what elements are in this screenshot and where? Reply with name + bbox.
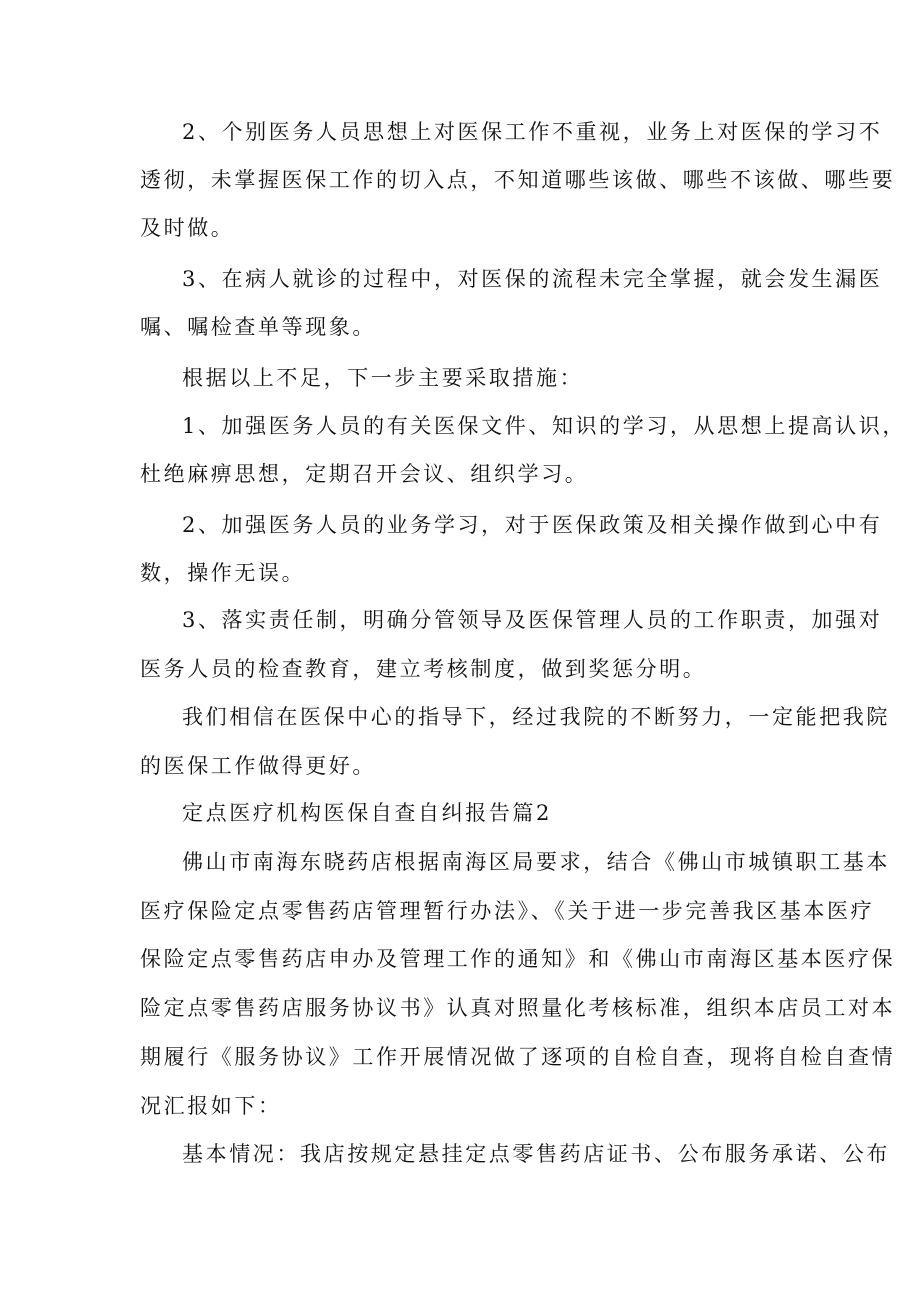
paragraph-line: 的医保工作做得更好。	[140, 754, 376, 778]
paragraph-line: 杜绝麻痹思想，定期召开会议、组织学习。	[140, 462, 589, 486]
paragraph-line: 基本情况：我店按规定悬挂定点零售药店证书、公布服务承诺、公布	[182, 1142, 890, 1166]
paragraph-line: 保险定点零售药店申办及管理工作的通知》和《佛山市南海区基本医疗保	[140, 947, 896, 971]
paragraph-line: 佛山市南海东晓药店根据南海区局要求，结合《佛山市城镇职工基本	[182, 850, 890, 874]
paragraph-line: 嘱、嘱检查单等现象。	[140, 315, 376, 339]
paragraph-line: 数，操作无误。	[140, 561, 306, 585]
paragraph-line: 险定点零售药店服务协议书》认真对照量化考核标准，组织本店员工对本	[140, 996, 896, 1020]
paragraph-line: 3、在病人就诊的过程中，对医保的流程未完全掌握，就会发生漏医	[182, 267, 883, 291]
paragraph-line: 及时做。	[140, 216, 235, 240]
paragraph-line: 根据以上不足，下一步主要采取措施：	[182, 366, 584, 390]
paragraph-line: 况汇报如下：	[140, 1094, 282, 1118]
section-heading: 定点医疗机构医保自查自纠报告篇2	[182, 801, 552, 825]
paragraph-line: 3、落实责任制，明确分管领导及医保管理人员的工作职责，加强对	[182, 608, 883, 632]
paragraph-line: 1、加强医务人员的有关医保文件、知识的学习，从思想上提高认识，	[182, 414, 906, 438]
paragraph-line: 期履行《服务协议》工作开展情况做了逐项的自检自查，现将自检自查情	[140, 1045, 896, 1069]
paragraph-line: 透彻，未掌握医保工作的切入点，不知道哪些该做、哪些不该做、哪些要	[140, 168, 896, 192]
paragraph-line: 医务人员的检查教育，建立考核制度，做到奖惩分明。	[140, 657, 707, 681]
paragraph-line: 2、加强医务人员的业务学习，对于医保政策及相关操作做到心中有	[182, 513, 883, 537]
paragraph-line: 我们相信在医保中心的指导下，经过我院的不断努力，一定能把我院	[182, 705, 890, 729]
paragraph-line: 医疗保险定点零售药店管理暂行办法》、《关于进一步完善我区基本医疗	[140, 899, 875, 923]
paragraph-line: 2、个别医务人员思想上对医保工作不重视，业务上对医保的学习不	[182, 120, 883, 144]
